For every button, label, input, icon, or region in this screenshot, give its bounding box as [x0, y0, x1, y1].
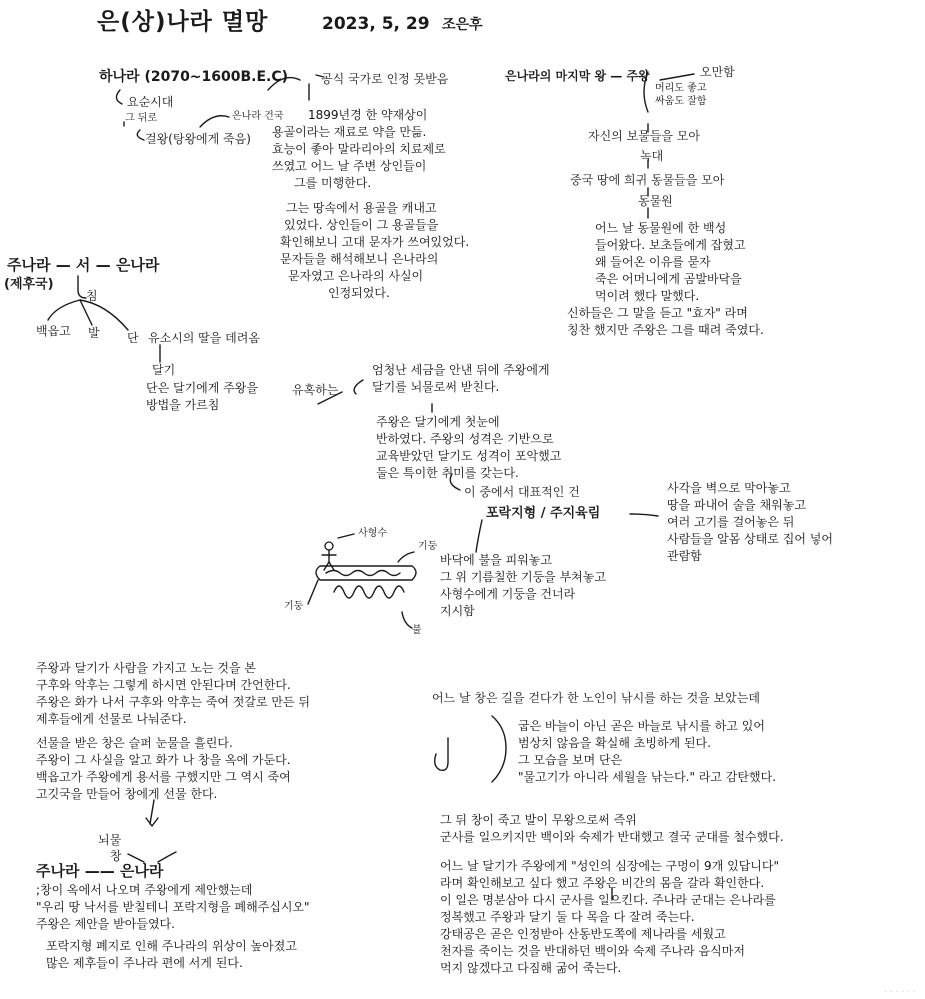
- oracle-line: 쓰였고 어느 날 주변 상인들이: [272, 159, 427, 173]
- jiuchi-desc: [667, 480, 833, 565]
- torture-methods: 포락지형 / 주지육림: [486, 506, 601, 521]
- para-line: 주왕은 제안을 받아들였다.: [36, 917, 175, 931]
- paolao-desc: [440, 552, 606, 620]
- para-line: 주왕이 그 사실을 알고 화가 나 창을 옥에 가둔다.: [36, 753, 291, 767]
- paolao-line: 사형수에게 기둥을 건너라: [440, 587, 576, 601]
- page-title: 은(상)나라 멸망: [97, 9, 269, 35]
- zhou-yin-line: 주나라 —— 은나라: [36, 862, 164, 880]
- para-line: 제후들에게 선물로 나눠준다.: [36, 712, 187, 726]
- ending-story: [440, 858, 779, 926]
- daji-desc-line: 방법을 가르침: [146, 398, 220, 412]
- para-line: 구후와 악후는 그렇게 하시면 안된다며 간언한다.: [36, 678, 291, 692]
- end-line: 정복했고 주왕과 달기 둘 다 목을 다 잘려 죽는다.: [440, 910, 695, 924]
- daji-desc-line: 단은 달기에게 주왕을: [146, 381, 258, 395]
- para-line: 주왕은 화가 나서 구후와 악후는 죽여 젓갈로 만든 뒤: [36, 695, 310, 709]
- daji-desc: [146, 380, 258, 414]
- oracle-line: 문자였고 은나라의 사실이: [288, 269, 424, 283]
- king-traits: [655, 82, 706, 108]
- seduce-label: 유혹하는: [292, 383, 339, 397]
- fishing-line: 그 모습을 보며 단은: [518, 753, 623, 767]
- oracle-line: 1899년경 한 약재상이: [308, 108, 428, 122]
- oracle-line: 효능이 좋아 말라리아의 치료제로: [272, 142, 446, 156]
- arrogant-label: 오만함: [700, 65, 735, 79]
- jiuchi-line: 관람함: [667, 549, 702, 563]
- jiuchi-line: 땅을 파내어 술을 채워놓고: [667, 498, 806, 512]
- story-line: 왜 들어온 이유를 묻자: [595, 255, 711, 269]
- dan-label: 단: [127, 331, 139, 345]
- zhou-yin-relation: 주나라 — 서 — 은나라: [7, 256, 160, 274]
- para-line: ;창이 옥에서 나오며 주왕에게 제안했는데: [36, 883, 253, 897]
- story-line: 들어왔다. 보초들에게 잡혔고: [595, 238, 746, 252]
- para-line: "우리 땅 낙서를 받칠테니 포락지형을 폐해주십시오": [36, 900, 310, 914]
- chang-label: 침: [86, 289, 98, 303]
- fishing-detail: [518, 718, 776, 786]
- trait-line: 싸움도 잘함: [655, 96, 707, 107]
- end-line: 이 일은 명분삼아 다시 군사를 일으킨다. 주나라 군대는 은나라를: [440, 893, 776, 907]
- chang-label-2: 창: [110, 849, 122, 863]
- para-line: 고깃국을 만들어 창에게 선물 한다.: [36, 787, 218, 801]
- lutai-label: 녹대: [640, 149, 664, 163]
- oracle-bone-story: [272, 107, 502, 302]
- animals-label: 중국 땅에 희귀 동물들을 모아: [570, 173, 725, 187]
- final-line: 강태공은 곧은 인정받아 산동반도쪽에 제나라를 세웠고: [440, 927, 726, 941]
- famous-label: 이 중에서 대표적인 건: [464, 485, 580, 499]
- last-king: 은나라의 마지막 왕 — 주왕: [505, 69, 650, 83]
- paolao-line: 그 위 기름칠한 기둥을 부쳐놓고: [440, 570, 606, 584]
- pillar-label-left: 기둥: [284, 601, 304, 612]
- fishing-line: 범상치 않음을 확실해 초빙하게 된다.: [518, 736, 711, 750]
- end-line: 라며 확인해보고 싶다 했고 주왕은 비간의 몸을 갈라 확인한다.: [440, 876, 765, 890]
- final-line: 천자를 죽이는 것을 반대하던 백이와 숙제 주나라 음식마저: [440, 944, 745, 958]
- treasure-label: 자신의 보물들을 모아: [588, 129, 700, 143]
- then-label: 그 뒤로: [125, 113, 158, 124]
- para-line: 많은 제후들이 주나라 편에 서게 된다.: [46, 956, 243, 970]
- boyikao-label: 백읍고: [36, 324, 71, 338]
- paolao-line: 바닥에 불을 피워놓고: [440, 553, 552, 567]
- story-line: 죽은 어머니에게 곰발바닥을: [595, 272, 742, 286]
- xia-dynasty: 하나라 (2070~1600B.E.C): [99, 69, 289, 85]
- story-line: 칭찬 했지만 주왕은 그를 때려 죽였다.: [567, 323, 764, 337]
- fall-line: 교육받았던 달기도 성격이 포악했고: [376, 449, 562, 463]
- final-story: [440, 926, 745, 977]
- oracle-line: 문자들을 해석해보니 은나라의: [280, 252, 439, 266]
- final-line: 먹지 않겠다고 다짐해 굶어 죽는다.: [440, 961, 622, 975]
- prisoner-label: 사형수: [358, 528, 387, 539]
- para-line: 포락지형 폐지로 인해 주나라의 위상이 높아졌고: [46, 939, 297, 953]
- bribe-story: [372, 362, 550, 396]
- oracle-line: 용골이라는 재료로 약을 만듦.: [272, 125, 427, 139]
- fishing-intro: 어느 날 창은 길을 걷다가 한 노인이 낚시를 하는 것을 보았는데: [432, 691, 760, 705]
- war-line: 그 뒤 창이 죽고 발이 무왕으로써 즉위: [440, 813, 637, 827]
- paolao-line: 지시함: [440, 604, 475, 618]
- fire-label: 불: [412, 625, 422, 636]
- bear-paw-story: [567, 220, 764, 339]
- fishing-line: 굽은 바늘이 아닌 곧은 바늘로 낚시를 하고 있어: [518, 719, 765, 733]
- bribe-label: 뇌물: [98, 833, 122, 847]
- story-line: 신하들은 그 말을 듣고 "효자" 라며: [567, 306, 748, 320]
- fall-line: 반하였다. 주왕의 성격은 기반으로: [376, 432, 554, 446]
- para-line: 백읍고가 주왕에게 용서를 구했지만 그 역시 죽여: [36, 770, 291, 784]
- official-label: 공식 국가로 인정 못받음: [321, 72, 449, 86]
- jiewang-label: 걸왕(탕왕에게 죽음): [145, 132, 251, 146]
- fall-line: 둘은 특이한 취미를 갖는다.: [376, 466, 519, 480]
- fall-line: 주왕은 달기에게 첫눈에: [376, 415, 500, 429]
- fishing-line: "물고기가 아니라 세월을 낚는다." 라고 감탄했다.: [518, 770, 776, 784]
- yin-founding-label: 은나라 건국: [232, 111, 284, 122]
- xia-sub: 요순시대: [127, 95, 174, 109]
- oracle-line: 있었다. 상인들이 그 용골들을: [284, 218, 439, 232]
- story-line: 먹이려 했다 말했다.: [595, 289, 700, 303]
- oracle-line: 인정되었다.: [328, 286, 390, 300]
- chang-proposal: [36, 882, 310, 933]
- page-corner-dots: ......: [883, 985, 919, 995]
- jiuchi-line: 여러 고기를 걸어놓은 뒤: [667, 515, 795, 529]
- fall-story: [376, 414, 561, 482]
- daji-label: 달기: [152, 363, 176, 377]
- author-name: 조은후: [442, 17, 483, 33]
- war-line: 군사를 일으키지만 백이와 숙제가 반대했고 결국 군대를 철수했다.: [440, 830, 784, 844]
- jiuhou-ehou-story: [36, 660, 310, 728]
- oracle-line: 확인해보니 고대 문자가 쓰여있었다.: [280, 235, 470, 249]
- para-line: 선물을 받은 창은 슬퍼 눈물을 흘린다.: [36, 736, 233, 750]
- paolao-abolished: [46, 938, 297, 972]
- jiuchi-line: 사각을 벽으로 막아놓고: [667, 481, 791, 495]
- war-story: [440, 812, 784, 846]
- date-text: 2023, 5, 29: [322, 14, 430, 34]
- end-line: 어느 날 달기가 주왕에게 "성인의 심장에는 구멍이 9개 있답니다": [440, 859, 779, 873]
- youshi-label: 유소시의 딸을 데려옴: [148, 331, 260, 345]
- trait-line: 머리도 좋고: [655, 83, 707, 94]
- bribe-line: 달기를 뇌물로써 받친다.: [372, 380, 500, 394]
- jiuchi-line: 사람들을 알몸 상태로 집어 넣어: [667, 532, 833, 546]
- oracle-line: 그는 땅속에서 용골을 캐내고: [286, 201, 437, 215]
- chang-imprisoned-story: [36, 735, 291, 803]
- vassal-label: (제후국): [4, 277, 54, 292]
- para-line: 주왕과 달기가 사람을 가지고 노는 것을 본: [36, 661, 256, 675]
- ji-label: 발: [88, 326, 100, 340]
- zoo-label: 동물원: [638, 194, 673, 208]
- story-line: 어느 날 동물원에 한 백성: [595, 221, 727, 235]
- oracle-line: 그를 미행한다.: [294, 176, 372, 190]
- pillar-label-right: 기둥: [418, 541, 438, 552]
- bribe-line: 엄청난 세금을 안낸 뒤에 주왕에게: [372, 363, 550, 377]
